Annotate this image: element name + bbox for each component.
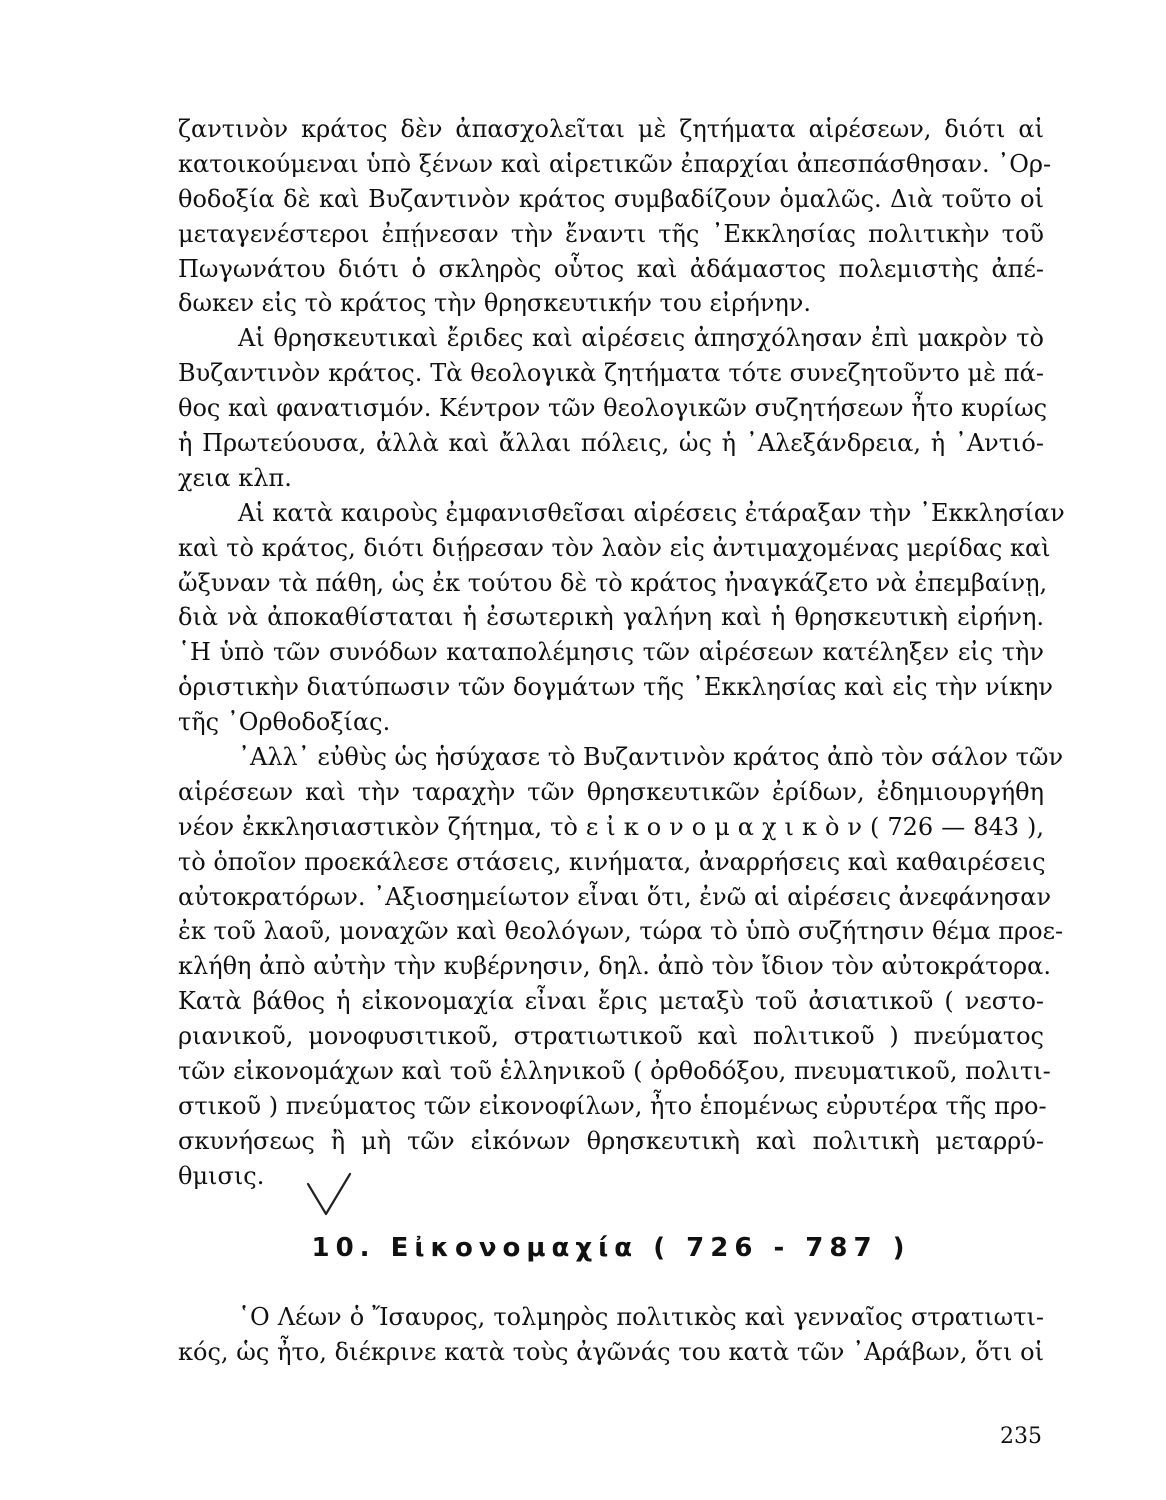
text-line: ῾Η ὑπὸ τῶν συνόδων καταπολέμησις τῶν αἱρέσεων κατέληξεν εἰς τὴν	[178, 638, 1044, 667]
text-line: στικοῦ ) πνεύματος τῶν εἰκονοφίλων, ἦτο ἑπομένως εὐρυτέρα τῆς προ-	[178, 1091, 1047, 1120]
text-line: κατοικούμεναι ὑπὸ ξένων καὶ αἱρετικῶν ἐπαρχίαι ἀπεσπάσθησαν. ᾿Ορ-	[178, 149, 1052, 178]
text-line: θοδοξία δὲ καὶ Βυζαντινὸν κράτος συμβαδίζουν ὁμαλῶς. Διὰ τοῦτο οἱ	[178, 184, 1044, 213]
text-line: νέον ἐκκλησιαστικὸν ζήτημα, τὸ ε ἰ κ ο ν ο μ α χ ι κ ὸ ν ( 726 — 843 ),	[178, 812, 1044, 841]
text-line: δωκεν εἰς τὸ κράτος τὴν θρησκευτικήν του εἰρήνην.	[178, 289, 812, 318]
text-line: διὰ νὰ ἀποκαθίσταται ἡ ἐσωτερικὴ γαλήνη καὶ ἡ θρησκευτικὴ εἰρήνη.	[178, 603, 1044, 632]
text-line: ῾Ο Λέων ὁ Ἴσαυρος, τολμηρὸς πολιτικὸς καὶ γενναῖος στρατιωτι-	[238, 1303, 1044, 1331]
text-line: Αἱ θρησκευτικαὶ ἔριδες καὶ αἱρέσεις ἀπησχόλησαν ἐπὶ μακρὸν τὸ	[238, 324, 1044, 353]
text-line: τὸ ὁποῖον προεκάλεσε στάσεις, κινήματα, ἀναρρήσεις καὶ καθαιρέσεις	[178, 847, 1046, 876]
text-line: ζαντινὸν κράτος δὲν ἀπασχολεῖται μὲ ζητήματα αἱρέσεων, διότι αἱ	[178, 115, 1044, 143]
text-line: κλήθη ἀπὸ αὐτὴν τὴν κυβέρνησιν, δηλ. ἀπὸ τὸν ἴδιον τὸν αὐτοκράτορα.	[178, 952, 1051, 981]
text-line: Αἱ κατὰ καιροὺς ἐμφανισθεῖσαι αἱρέσεις ἐτάραξαν τὴν ᾿Εκκλησίαν	[238, 498, 1065, 527]
text-line: ἡ Πρωτεύουσα, ἀλλὰ καὶ ἄλλαι πόλεις, ὡς ἡ ᾿Αλεξάνδρεια, ἡ ᾿Αντιό-	[178, 429, 1044, 458]
text-line: ὁριστικὴν διατύπωσιν τῶν δογμάτων τῆς ᾿Εκκλησίας καὶ εἰς τὴν νίκην	[178, 673, 1054, 702]
text-line: ἐκ τοῦ λαοῦ, μοναχῶν καὶ θεολόγων, τώρα τὸ ὑπὸ συζήτησιν θέμα προε-	[178, 917, 1064, 946]
section-heading: 10. Εἰκονομαχία ( 726 - 787 )	[311, 1233, 911, 1263]
body-text	[178, 112, 1065, 1194]
handwritten-checkmark-icon	[300, 1170, 360, 1230]
text-line: αἱρέσεων καὶ τὴν ταραχὴν τῶν θρησκευτικῶν ἐρίδων, ἐδημιουργήθη	[178, 777, 1044, 806]
text-line: ριανικοῦ, μονοφυσιτικοῦ, στρατιωτικοῦ καὶ πολιτικοῦ ) πνεύματος	[178, 1022, 1044, 1051]
text-line: τῆς ᾿Ορθοδοξίας.	[178, 708, 391, 737]
text-line: Πωγωνάτου διότι ὁ σκληρὸς οὗτος καὶ ἀδάμαστος πολεμιστὴς ἀπέ-	[178, 254, 1044, 283]
page-number: 235	[1000, 1424, 1042, 1449]
text-line: κός, ὡς ἦτο, διέκρινε κατὰ τοὺς ἀγῶνάς του κατὰ τῶν ᾿Αράβων, ὅτι οἱ	[178, 1337, 1044, 1366]
text-line: Κατὰ βάθος ἡ εἰκονομαχία εἶναι ἔρις μεταξὺ τοῦ ἀσιατικοῦ ( νεστο-	[178, 987, 1044, 1016]
text-line: θμισις.	[178, 1161, 265, 1190]
text-line: τῶν εἰκονομάχων καὶ τοῦ ἑλληνικοῦ ( ὀρθοδόξου, πνευματικοῦ, πολιτι-	[178, 1057, 1051, 1086]
text-line: καὶ τὸ κράτος, διότι διῄρεσαν τὸν λαὸν εἰς ἀντιμαχομένας μερίδας καὶ	[178, 533, 1051, 562]
text-line: ᾿Αλλ᾿ εὐθὺς ὡς ἡσύχασε τὸ Βυζαντινὸν κράτος ἀπὸ τὸν σάλον τῶν	[238, 743, 1064, 772]
text-line: χεια κλπ.	[178, 463, 292, 492]
text-line: σκυνήσεως ἢ μὴ τῶν εἰκόνων θρησκευτικὴ καὶ πολιτικὴ μεταρρύ-	[178, 1126, 1044, 1155]
text-line: Βυζαντινὸν κράτος. Τὰ θεολογικὰ ζητήματα τότε συνεζητοῦντο μὲ πά-	[178, 359, 1044, 388]
text-line: θος καὶ φανατισμόν. Κέντρον τῶν θεολογικῶν συζητήσεων ἦτο κυρίως	[178, 394, 1048, 423]
text-line: μεταγενέστεροι ἐπῄνεσαν τὴν ἔναντι τῆς ᾿Εκκλησίας πολιτικὴν τοῦ	[178, 219, 1044, 248]
text-line: ὤξυναν τὰ πάθη, ὡς ἐκ τούτου δὲ τὸ κράτος ἠναγκάζετο νὰ ἐπεμβαίνῃ,	[178, 568, 1048, 597]
section-text	[178, 1300, 1044, 1370]
text-line: αὐτοκρατόρων. ᾿Αξιοσημείωτον εἶναι ὅτι, ἐνῶ αἱ αἱρέσεις ἀνεφάνησαν	[178, 882, 1052, 911]
